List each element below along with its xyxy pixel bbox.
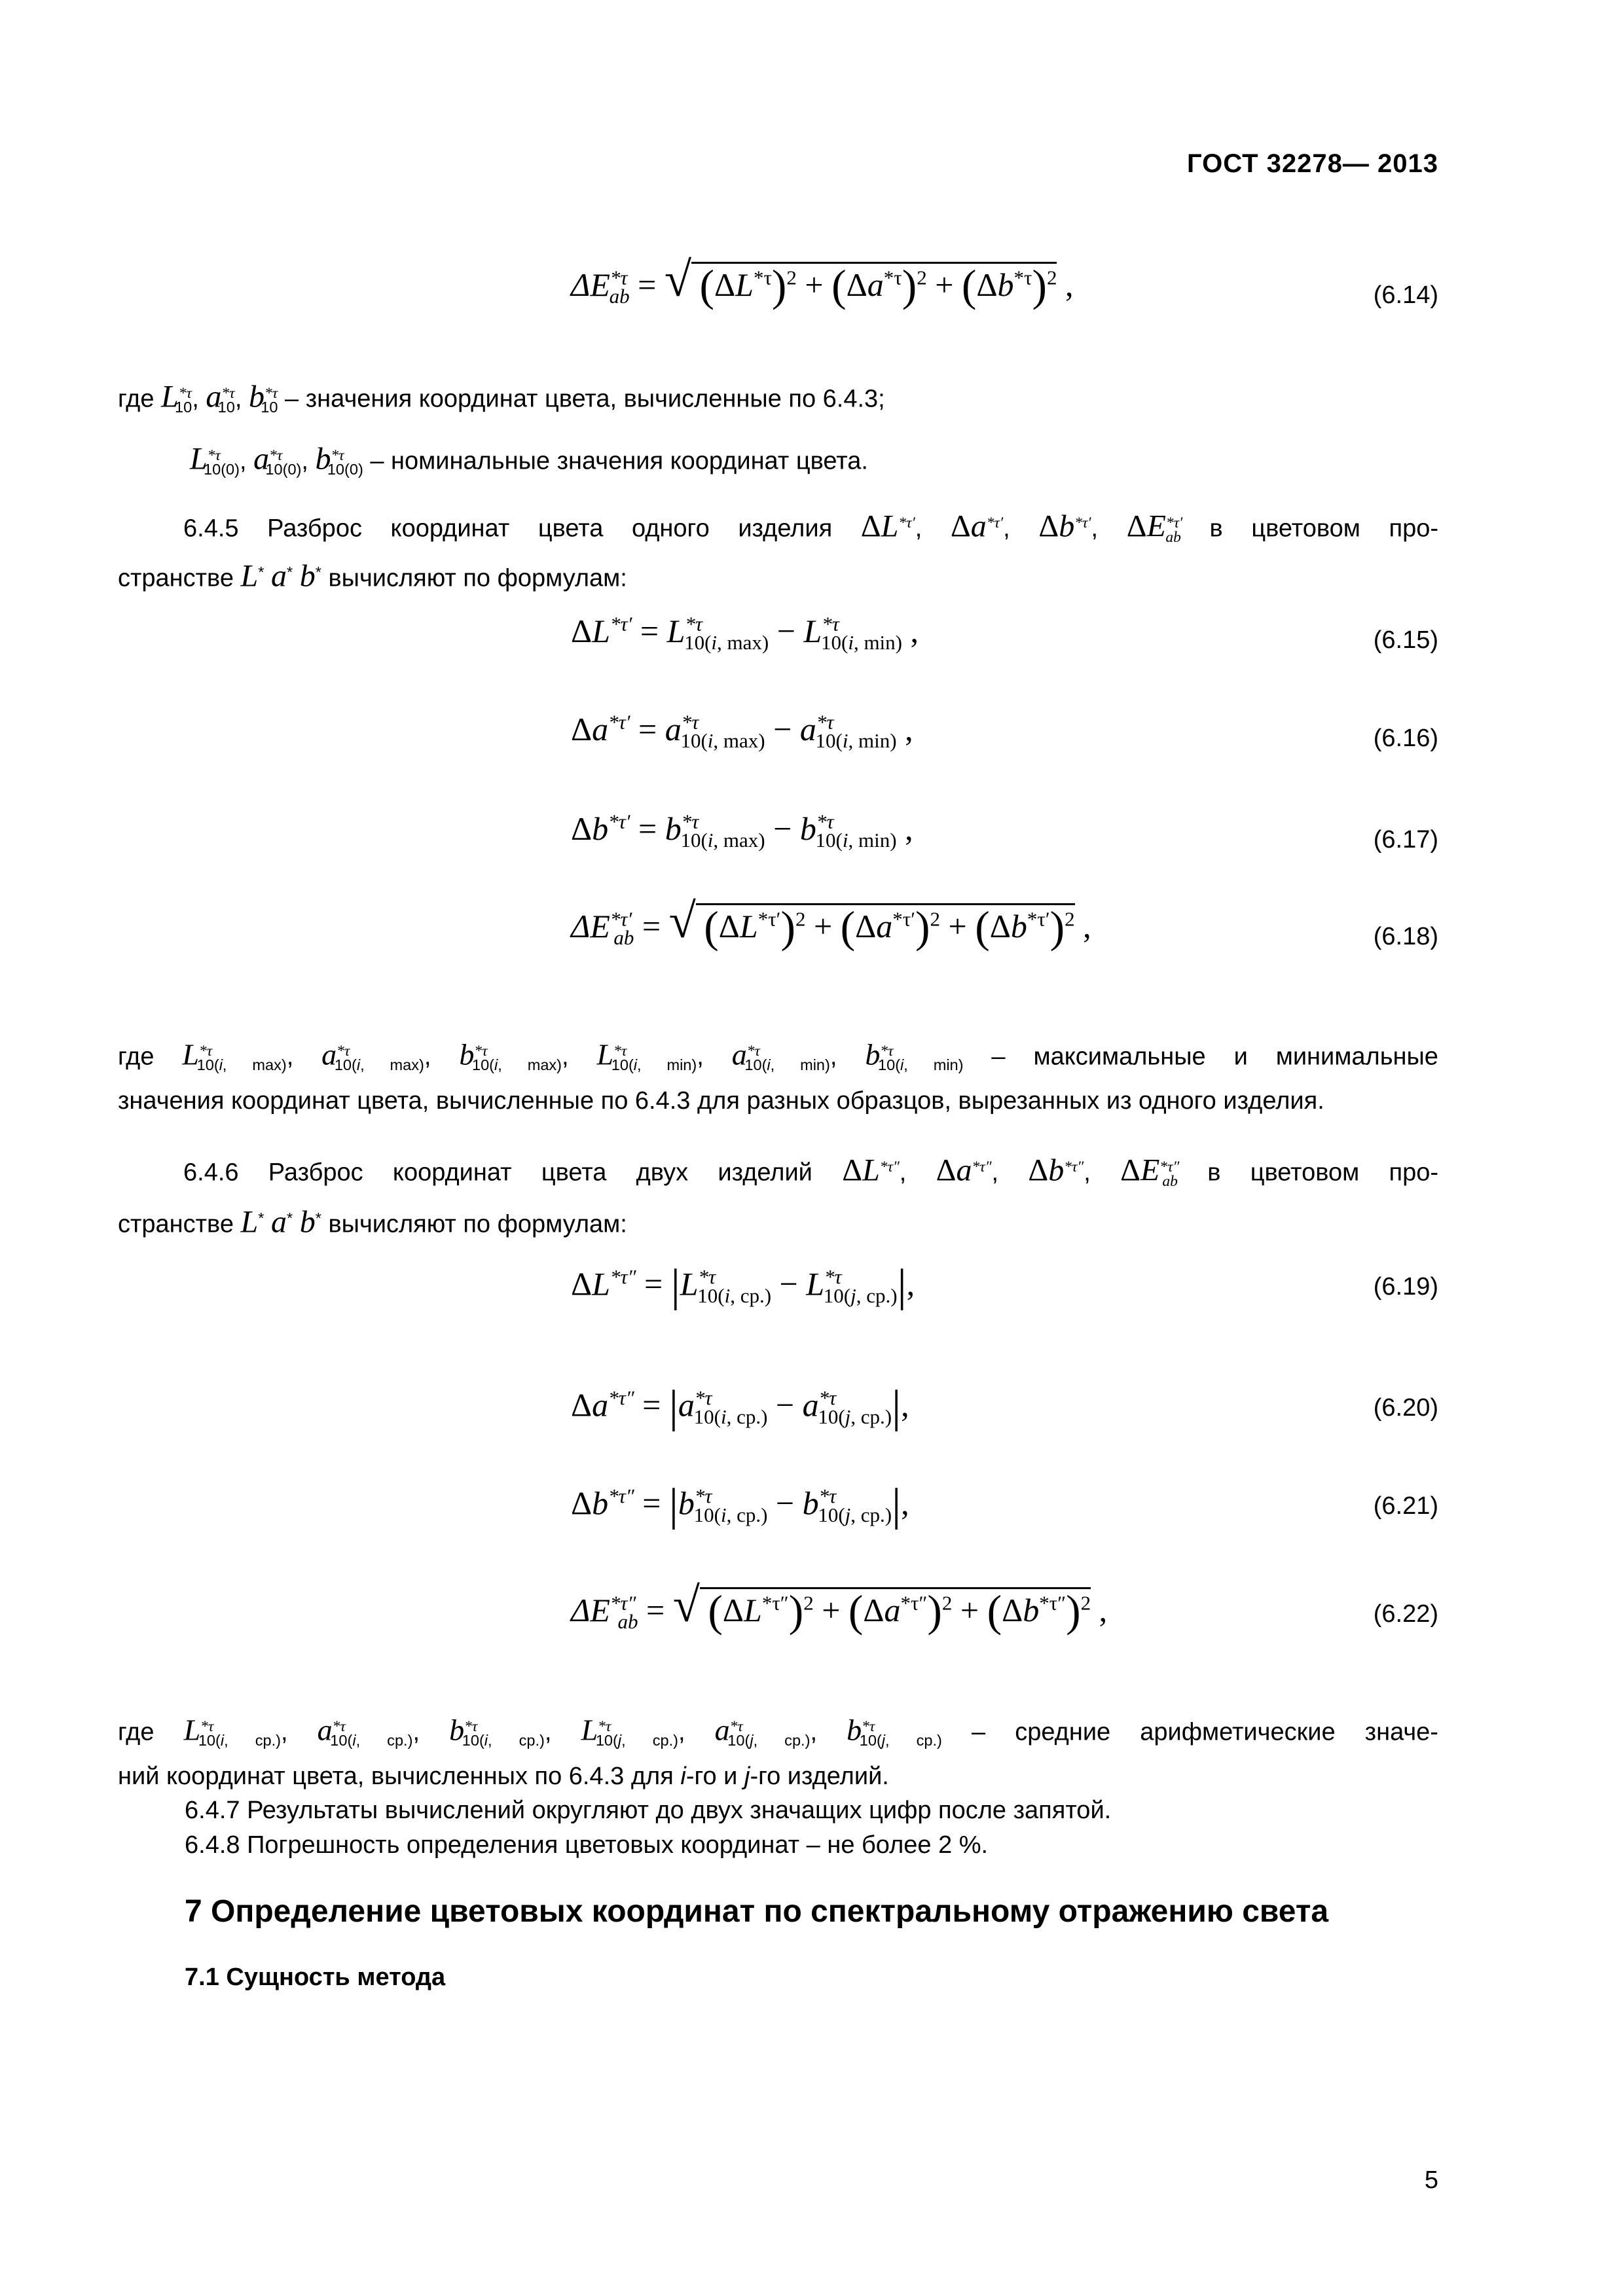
paragraph-6-4-8: 6.4.8 Погрешность определения цветовых координат – не более 2 %. (185, 1831, 989, 1859)
formula-6-19: $\Delta L^{*\tau''} = |L^{*\tau}_{10(i, ср.)} - L^{*\tau}_{10(j, ср.)}|$, (571, 1261, 915, 1311)
equation-number: (6.19) (1373, 1273, 1438, 1300)
formula-6-16: $\Delta a^{*\tau'} = a^{*\tau}_{10(i, max)} - a^{*\tau}_{10(i, min)}$ , (571, 710, 913, 752)
where-clause-3-line-2: ний координат цвета, вычисленных по 6.4.3 для i-го и j-го изделий. (118, 1763, 889, 1790)
paragraph-6-4-5-line-2: странстве L* a* b* вычисляют по формулам: (118, 558, 627, 594)
formula-6-17: $\Delta b^{*\tau'} = b^{*\tau}_{10(i, max)} - b^{*\tau}_{10(i, min)}$ , (571, 810, 913, 852)
where-text: – значения координат цвета, вычисленные по 6.4.3; (285, 385, 885, 413)
paragraph-6-4-7: 6.4.7 Результаты вычислений округляют до двух значащих цифр после запятой. (185, 1797, 1112, 1824)
section-heading: 7 Определение цветовых координат по спектральному отражению света (185, 1894, 1329, 1929)
where-clause-1: где $L^{*\tau}_{10}$, $a^{*\tau}_{10}$, $b^{*\tau}_{10}$ – значения координат цвета, вычисленные по 6.4.3; (118, 379, 885, 416)
formula-6-14: $\Delta E^{*\tau}_{ab}$ = √ $(\Delta L^{*\tau})^2 + (\Delta a^{*\tau})^2 + (\Delta b^{*\tau})^2$ , (571, 253, 1074, 310)
equation-number: (6.20) (1373, 1394, 1438, 1422)
equation-number: (6.14) (1373, 281, 1438, 309)
formula-6-22: $\Delta E^{*\tau''}_{ab}$ = √ $(\Delta L^{*\tau''})^2 + (\Delta a^{*\tau''})^2 + (\Delta b^{*\tau''})^2$ , (571, 1578, 1108, 1636)
paragraph-6-4-6: 6.4.6 Разброс координат цвета двух изделий $\Delta L^{*\tau''}$, $\Delta a^{*\tau''}$, $\Delta b^{*\tau''}$, $\Delta E^{*\tau''}_{ab}$ в цветовом про- (183, 1153, 1438, 1191)
where-clause-3: где $L^{*\tau}_{10(i, ср.)}$, $a^{*\tau}_{10(i, ср.)}$, $b^{*\tau}_{10(i, ср.)}$, $L^{*\tau}_{10(j, ср.)}$, $a^{*\tau}_{10(j, ср.)}$, $b^{*\tau}_{10(j, ср.)}$ – средние арифметические значе- (118, 1713, 1438, 1749)
paragraph-6-4-6-line-2: странстве L* a* b* вычисляют по формулам: (118, 1204, 627, 1240)
equation-number: (6.21) (1373, 1492, 1438, 1520)
formula-6-15: $\Delta L^{*\tau'} = L^{*\tau}_{10(i, max)} - L^{*\tau}_{10(i, min)}$ , (571, 612, 919, 654)
paragraph-6-4-5: 6.4.5 Разброс координат цвета одного изделия $\Delta L^{*\tau'}$, $\Delta a^{*\tau'}$, $\Delta b^{*\tau'}$, $\Delta E^{*\tau'}_{ab}$ в цветовом про- (183, 509, 1438, 547)
equation-number: (6.15) (1373, 626, 1438, 654)
formula-6-21: $\Delta b^{*\tau''} = |b^{*\tau}_{10(i, ср.)} - b^{*\tau}_{10(j, ср.)}|$, (571, 1480, 909, 1530)
document-code: ГОСТ 32278— 2013 (1186, 149, 1438, 178)
where-clause-2-line-2: значения координат цвета, вычисленные по 6.4.3 для разных образцов, вырезанных из одного изделия. (118, 1087, 1324, 1115)
formula-6-20: $\Delta a^{*\tau''} = |a^{*\tau}_{10(i, ср.)} - a^{*\tau}_{10(j, ср.)}|$, (571, 1382, 909, 1432)
subsection-heading: 7.1 Сущность метода (185, 1964, 446, 1991)
formula-6-18: $\Delta E^{*\tau'}_{ab}$ = √ $(\Delta L^{*\tau'})^2 + (\Delta a^{*\tau'})^2 + (\Delta b^{*\tau'})^2$ , (571, 894, 1091, 952)
where-prefix: где (118, 385, 155, 413)
equation-number: (6.22) (1373, 1600, 1438, 1628)
where-clause-2: где $L^{*\tau}_{10(i, max)}$, $a^{*\tau}_{10(i, max)}$, $b^{*\tau}_{10(i, max)}$, $L^{*\tau}_{10(i, min)}$, $a^{*\tau}_{10(i, min)}$, $b^{*\tau}_{10(i, min)}$ – максимальные и минимальные (118, 1037, 1438, 1074)
where-text: – номинальные значения координат цвета. (370, 447, 868, 475)
equation-number: (6.16) (1373, 725, 1438, 752)
page-number: 5 (1424, 2166, 1438, 2194)
where-clause-1-line-2: $L^{*\tau}_{10(0)}$, $a^{*\tau}_{10(0)}$, $b^{*\tau}_{10(0)}$ – номинальные значения координат цвета. (190, 441, 868, 478)
equation-number: (6.18) (1373, 923, 1438, 950)
equation-number: (6.17) (1373, 826, 1438, 853)
